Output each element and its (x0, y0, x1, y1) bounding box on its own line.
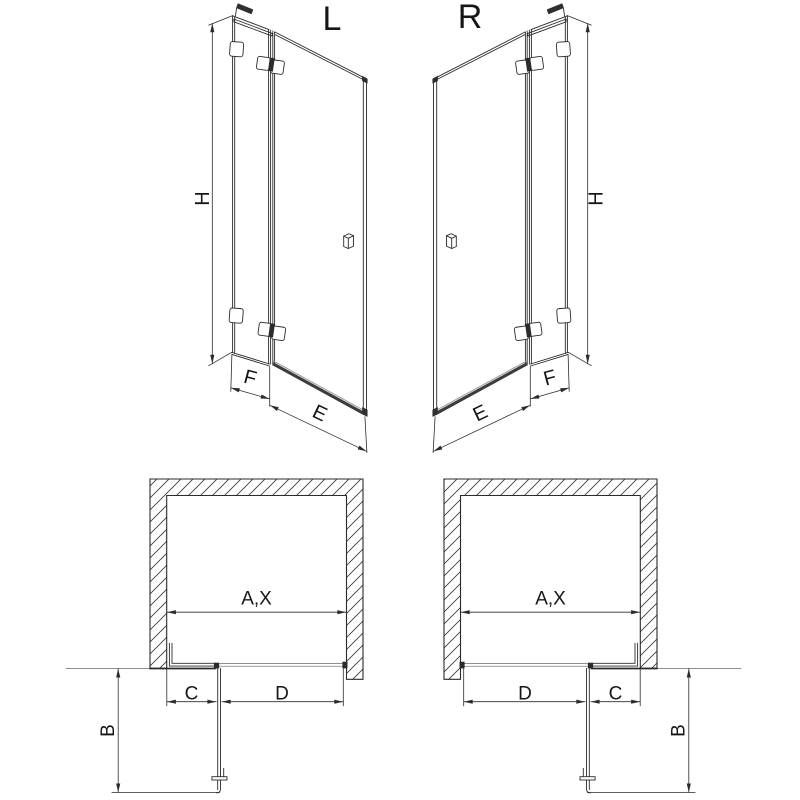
wall-bracket (235, 4, 252, 16)
arrowhead (167, 700, 176, 704)
arrowhead (334, 700, 343, 704)
variant-label-right: R (457, 0, 483, 36)
dim-label-c-right: C (608, 683, 623, 705)
plan-view-left-art (66, 610, 348, 793)
dim-label-d-left: D (275, 683, 289, 705)
door-glass (273, 31, 364, 366)
dim-label-opening-right: A,X (535, 588, 566, 610)
arrowhead (260, 394, 270, 400)
wall-profile (169, 643, 215, 666)
door-pivot (214, 663, 219, 669)
dim-label-door-width-left: E (308, 400, 331, 427)
door-handle-plan (212, 777, 227, 780)
wall-clamp-top (229, 41, 243, 56)
dim-label-c-left: C (184, 683, 199, 705)
dim-label-d-right: D (518, 683, 532, 705)
panel-wall-bracket (342, 662, 347, 669)
dim-label-fixed-width-left: F (241, 365, 259, 391)
plan-wall-right (444, 479, 657, 679)
arrowhead (167, 610, 176, 614)
door-hinge-bottom (258, 322, 286, 341)
perspective-view-left-art (209, 4, 368, 453)
arrowhead (207, 700, 216, 704)
plan-view-right-art (460, 610, 742, 793)
top-support-bar (234, 19, 272, 36)
dim-label-b-right: B (668, 724, 690, 737)
arrowhead (222, 700, 231, 704)
arrowhead (210, 23, 214, 32)
arrowhead (116, 784, 120, 793)
closed-door-glass (220, 664, 343, 667)
plan-wall-left (150, 479, 363, 679)
arrowhead (358, 446, 368, 454)
dim-label-b-left: B (98, 724, 119, 737)
arrowhead (337, 610, 346, 614)
arrowhead (210, 355, 214, 364)
dim-label-opening-left: A,X (241, 588, 272, 610)
arrowhead (230, 386, 240, 392)
door-hinge-top (256, 56, 285, 75)
dim-label-height-left: H (192, 191, 214, 206)
perspective-view-right-art (433, 4, 592, 453)
arrowhead (116, 669, 120, 678)
dim-label-door-width-right: E (469, 400, 492, 427)
variant-label-left: L (322, 0, 342, 38)
arrowhead (269, 403, 279, 411)
wall-clamp-bottom (229, 308, 243, 323)
dim-label-fixed-width-right: F (541, 365, 559, 391)
open-door-leaf (217, 669, 221, 793)
dim-label-height-right: H (585, 191, 608, 206)
